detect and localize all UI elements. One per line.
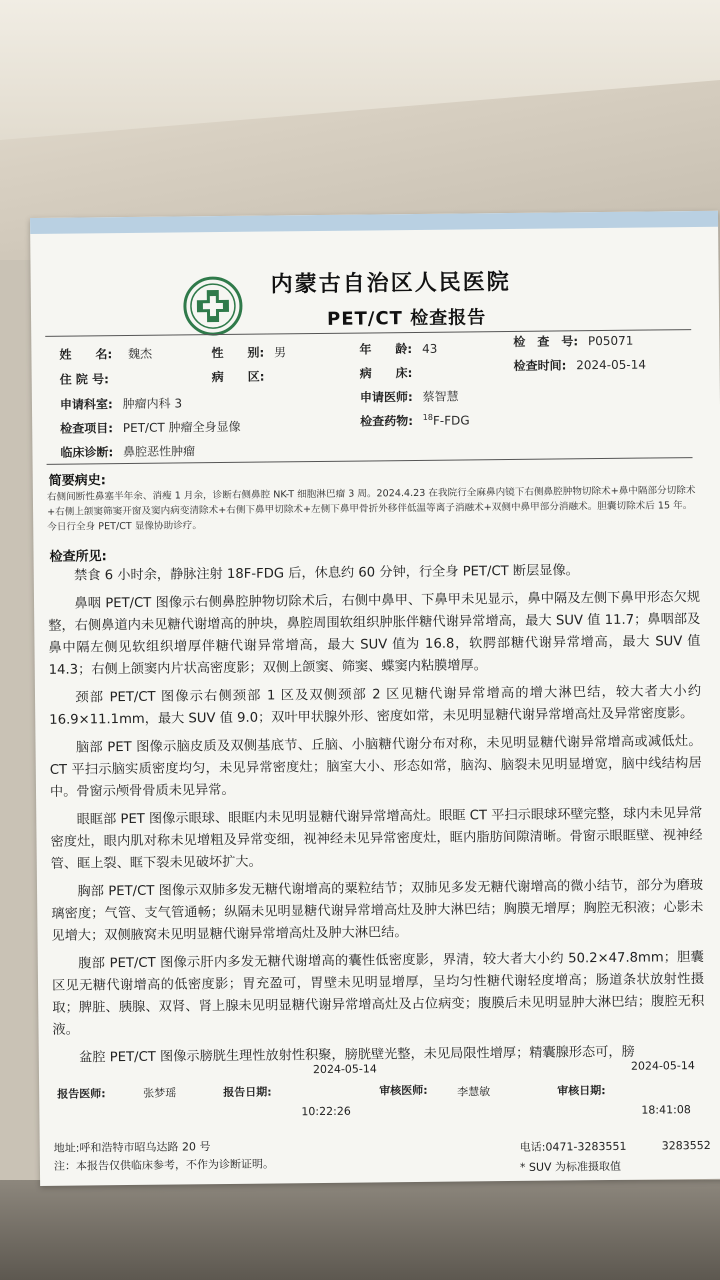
admission-field: 住 院 号: — [59, 372, 109, 387]
diagnosis: 鼻腔恶性肿瘤 — [123, 444, 196, 460]
patient-age: 43 — [421, 341, 438, 356]
exam-no: P05071 — [587, 333, 634, 349]
report-paper — [30, 211, 720, 1186]
findings-paragraph: 颈部 PET/CT 图像示右侧颈部 1 区及双侧颈部 2 区见糖代谢异常增高的增大淋巴结，较大者大小约 16.9×11.1mm，最大 SUV 值 9.0；双叶甲状腺外形、密度如常，未见明显糖代谢异常增高灶及异常密度影。 — [49, 683, 702, 728]
exam-time-field: 检查时间: 2024-05-14 — [513, 357, 647, 373]
findings-paragraph: 鼻咽 PET/CT 图像示右侧鼻腔肿物切除术后，右侧中鼻甲、下鼻甲未见显示，鼻中隔及左侧下鼻甲形态欠规整，右侧鼻道内未见糖代谢增高的肿块，鼻腔周围软组织肿胀伴糖代谢异常增高，最大 SUV 值 11.7；鼻咽部及鼻中隔左侧见软组织增厚伴糖代谢异常增高，最大 SUV 值为 16.8，软腭部糖代谢异常增高，最大 SUV 值 14.3；右侧上颌窦内片状高密度影；双侧上颌窦、筛窦、蝶窦内粘膜增厚。 — [48, 590, 701, 678]
findings-title: 检查所见: — [49, 549, 107, 565]
hospital-emblem-icon — [183, 276, 244, 337]
report-title: PET/CT 检查报告 — [326, 307, 487, 330]
bed-field: 病 床: — [359, 366, 413, 381]
exam-time: 2024-05-14 — [576, 357, 647, 373]
review-date-label: 审核日期: — [557, 1084, 606, 1098]
report-doctor: 张梦瑶 — [143, 1086, 177, 1100]
findings-paragraph: 脑部 PET 图像示脑皮质及双侧基底节、丘脑、小脑糖代谢分布对称，未见明显糖代谢异常增高或减低灶。CT 平扫示脑实质密度均匀，未见异常密度灶；脑室大小、形态如常，脑沟、脑裂未见明显增宽，脑中线结构居中。骨窗示颅骨骨质未见异常。 — [49, 733, 702, 800]
review-doctor: 李慧敏 — [457, 1085, 491, 1099]
doctor-field: 申请医师: 蔡智慧 — [359, 389, 459, 405]
hospital-name: 内蒙古自治区人民医院 — [270, 269, 511, 298]
dept-field: 申请科室: 肿瘤内科 3 — [59, 396, 183, 412]
item-field: 检查项目: PET/CT 肿瘤全身显像 — [60, 419, 241, 436]
findings-paragraph: 盆腔 PET/CT 图像示膀胱生理性放射性积聚，膀胱壁光整，未见局限性增厚；精囊腺形态可，膀 — [79, 1044, 635, 1066]
hospital-address: 地址:呼和浩特市昭乌达路 20 号 — [53, 1140, 211, 1155]
background-bottom — [0, 1180, 720, 1280]
findings-body — [48, 559, 705, 1076]
report-date-label: 报告日期: — [223, 1085, 272, 1100]
history-title: 简要病史: — [48, 473, 107, 489]
review-doctor-label: 审核医师: — [379, 1083, 428, 1098]
findings-paragraph: 眼眶部 PET 图像示眼球、眼眶内未见明显糖代谢异常增高灶。眼眶 CT 平扫示眼球环壁完整，球内未见异常密度灶，眼内肌对称未见增粗及异常变细，视神经未见异常密度灶，眶内脂肪间隙清晰。骨窗示眼眶壁、视神经管、眶上裂、眶下裂未见破坏扩大。 — [50, 805, 703, 872]
report-date: 2024-05-14 — [312, 1062, 377, 1077]
suv-note: * SUV 为标准摄取值 — [519, 1159, 622, 1174]
findings-paragraph: 胸部 PET/CT 图像示双肺多发无糖代谢增高的粟粒结节；双肺见多发无糖代谢增高的微小结节，部分为磨玻璃密度；气管、支气管通畅；纵隔未见明显糖代谢异常增高灶及肿大淋巴结；胸膜无增厚；胸腔无积液；心影未见增大；双侧腋窝未见明显糖代谢异常增高灶及肿大淋巴结。 — [51, 877, 704, 944]
dept: 肿瘤内科 3 — [122, 396, 183, 412]
review-date: 2024-05-14 — [630, 1059, 695, 1073]
hospital-phone: 电话:0471-3283551 — [519, 1139, 627, 1154]
diag-field: 临床诊断: 鼻腔恶性肿瘤 — [60, 444, 196, 460]
exam-no-field: 检 查 号: P05071 — [513, 333, 634, 349]
history-text: 右侧间断性鼻塞半年余、消瘦 1 月余，诊断右侧鼻腔 NK-T 细胞淋巴瘤 3 周。2024.4.23 在我院行全麻鼻内镜下右侧鼻腔肿物切除术+鼻中隔部分切除术+右侧上颌窦筛窦开窗及窦内病变清除术+右侧下鼻甲切除术+左侧下鼻甲骨折外移伴低温等离子消融术+双侧中鼻甲部分消融术。胆囊切除术后 15 年。今日行全身 PET/CT 显像协助诊疗。 — [46, 485, 696, 533]
findings-paragraph: 禁食 6 小时余，静脉注射 18F-FDG 后，休息约 60 分钟，行全身 PET/CT 断层显像。 — [74, 563, 579, 584]
report-time: 10:22:26 — [301, 1104, 351, 1119]
review-time: 18:41:08 — [641, 1103, 691, 1117]
disclaimer-note: 注：本报告仅供临床参考，不作为诊断证明。 — [53, 1157, 274, 1173]
patient-name: 魏杰 — [127, 346, 153, 361]
report-doctor-label: 报告医师: — [57, 1087, 106, 1101]
exam-item: PET/CT 肿瘤全身显像 — [122, 419, 241, 436]
patient-age-field: 年 龄: 43 — [359, 341, 438, 357]
patient-sex-field: 性 别: 男 — [211, 345, 287, 361]
ward-field: 病 区: — [211, 369, 265, 385]
drug: $^{18}$F-FDG — [422, 412, 470, 428]
hospital-phone-2: 3283552 — [661, 1138, 711, 1153]
findings-paragraph: 腹部 PET/CT 图像示肝内多发无糖代谢增高的囊性低密度影，界清，较大者大小约 50.2×47.8mm；胆囊区见无糖代谢增高的低密度影；胃充盈可，胃壁未见明显增厚，呈均匀性糖代谢轻度增高；肠道条状放射性摄取；脾脏、胰腺、双肾、肾上腺未见明显糖代谢异常增高灶及占位病变；腹膜后未见明显肿大淋巴结；腹腔无积液。 — [51, 949, 705, 1038]
patient-name-field: 姓 名: 魏杰 — [59, 346, 153, 362]
doctor: 蔡智慧 — [422, 389, 459, 404]
patient-sex: 男 — [273, 345, 287, 360]
drug-field: 检查药物: $^{18}$F-FDG — [360, 412, 470, 429]
